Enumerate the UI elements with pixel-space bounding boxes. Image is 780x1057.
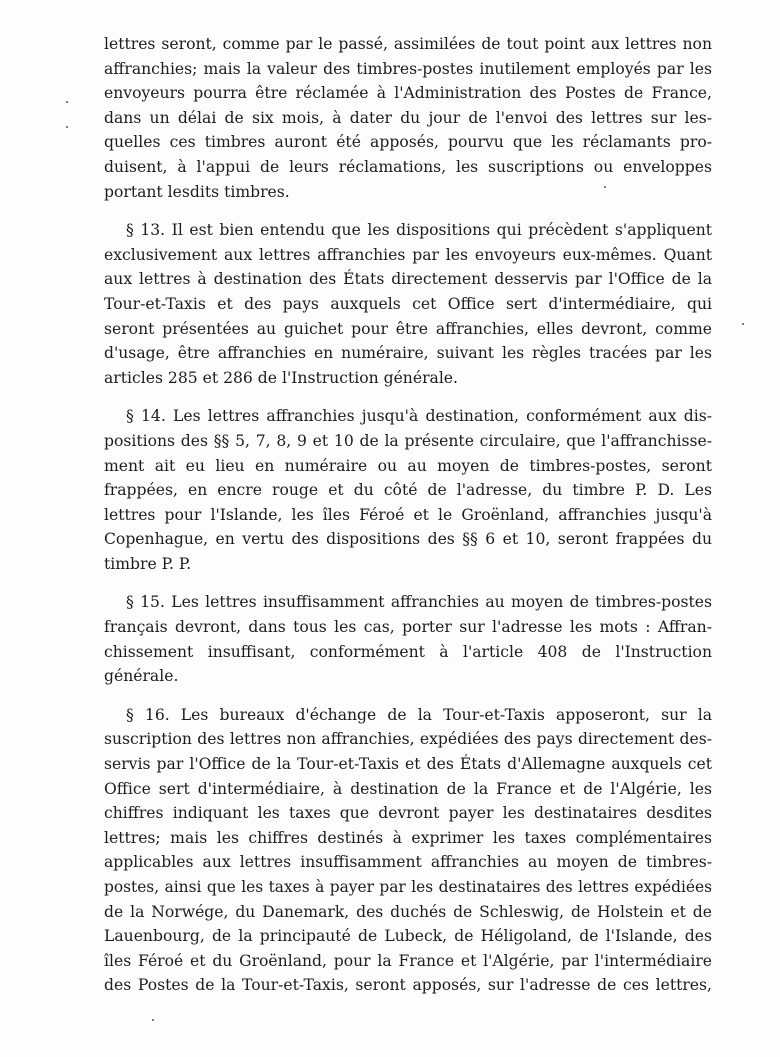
- scan-speck: [66, 126, 68, 128]
- text-line: chissement insuffisant, conformément à l'article 408 de l'Instruction: [104, 642, 712, 661]
- text-line: § 14. Les lettres affranchies jusqu'à destination, conformément aux dis-: [126, 407, 712, 426]
- text-line: dans un délai de six mois, à dater du jour de l'envoi des lettres sur les-: [104, 108, 712, 127]
- text-line: lettres seront, comme par le passé, assimilées de tout point aux lettres non: [104, 35, 712, 53]
- text-line: quelles ces timbres auront été apposés, pourvu que les réclamants pro-: [104, 133, 712, 152]
- scan-speck: [152, 1019, 154, 1021]
- text-line: envoyeurs pourra être réclamée à l'Administration des Postes de France,: [104, 84, 712, 103]
- text-line: français devront, dans tous les cas, porter sur l'adresse les mots : Affran-: [104, 618, 712, 637]
- text-line: Copenhague, en vertu des dispositions des §§ 6 et 10, seront frappées du: [104, 530, 712, 549]
- text-line: § 15. Les lettres insuffisamment affranchies au moyen de timbres-postes: [126, 593, 712, 612]
- text-line: affranchies; mais la valeur des timbres-postes inutilement employés par les: [104, 59, 712, 78]
- paragraph-14: [104, 404, 712, 576]
- text-line: chiffres indiquant les taxes que devront payer les destinataires desdites: [104, 804, 712, 823]
- text-line: lettres; mais les chiffres destinés à exprimer les taxes complémentaires: [104, 828, 712, 847]
- scan-speck: [742, 323, 744, 325]
- text-line: d'usage, être affranchies en numéraire, suivant les règles tracées par les: [104, 344, 712, 363]
- text-line: aux lettres à destination des États directement desservis par l'Office de la: [104, 270, 712, 289]
- text-line: positions des §§ 5, 7, 8, 9 et 10 de la présente circulaire, que l'affranchisse-: [104, 431, 712, 450]
- document-body: [104, 32, 712, 998]
- text-line: générale.: [104, 667, 179, 686]
- scan-speck: [66, 101, 68, 103]
- text-line: postes, ainsi que les taxes à payer par les destinataires des lettres expédiées: [104, 878, 712, 896]
- text-line: de la Norwége, du Danemark, des duchés de Schleswig, de Holstein et de: [104, 902, 712, 921]
- text-line: frappées, en encre rouge et du côté de l'adresse, du timbre P. D. Les: [104, 481, 712, 500]
- text-line: lettres pour l'Islande, les îles Féroé et le Groënland, affranchies jusqu'à: [104, 505, 712, 524]
- text-line: § 13. Il est bien entendu que les dispositions qui précèdent s'appliquent: [126, 221, 712, 240]
- text-line: Tour-et-Taxis et des pays auxquels cet Office sert d'intermédiaire, qui: [104, 294, 712, 313]
- paragraph-12-continuation: [104, 32, 712, 204]
- paragraph-16: [104, 703, 712, 998]
- text-line: Office sert d'intermédiaire, à destination de la France et de l'Algérie, les: [104, 779, 712, 798]
- text-line: ment ait eu lieu en numéraire ou au moyen de timbres-postes, seront: [104, 456, 712, 475]
- text-line: applicables aux lettres insuffisamment affranchies au moyen de timbres-: [104, 853, 712, 872]
- text-line: des Postes de la Tour-et-Taxis, seront apposés, sur l'adresse de ces lettres,: [104, 976, 712, 995]
- text-line: îles Féroé et du Groënland, pour la France et l'Algérie, par l'intermédiaire: [104, 951, 712, 970]
- scan-speck: [604, 186, 606, 188]
- text-line: exclusivement aux lettres affranchies par les envoyeurs eux-mêmes. Quant: [104, 245, 712, 264]
- text-line: suscription des lettres non affranchies, expédiées des pays directement des-: [104, 730, 712, 749]
- paragraph-15: [104, 590, 712, 688]
- text-line: § 16. Les bureaux d'échange de la Tour-et-Taxis apposeront, sur la: [126, 705, 712, 724]
- text-line: duisent, à l'appui de leurs réclamations, les suscriptions ou enveloppes: [104, 157, 712, 176]
- text-line: timbre P. P.: [104, 554, 192, 573]
- text-line: servis par l'Office de la Tour-et-Taxis et des États d'Allemagne auxquels cet: [104, 755, 712, 774]
- paragraph-13: [104, 218, 712, 390]
- text-line: portant lesdits timbres.: [104, 182, 290, 201]
- text-line: Lauenbourg, de la principauté de Lubeck, de Héligoland, de l'Islande, des: [104, 927, 712, 946]
- text-line: articles 285 et 286 de l'Instruction générale.: [104, 368, 458, 387]
- text-line: seront présentées au guichet pour être affranchies, elles devront, comme: [104, 319, 712, 338]
